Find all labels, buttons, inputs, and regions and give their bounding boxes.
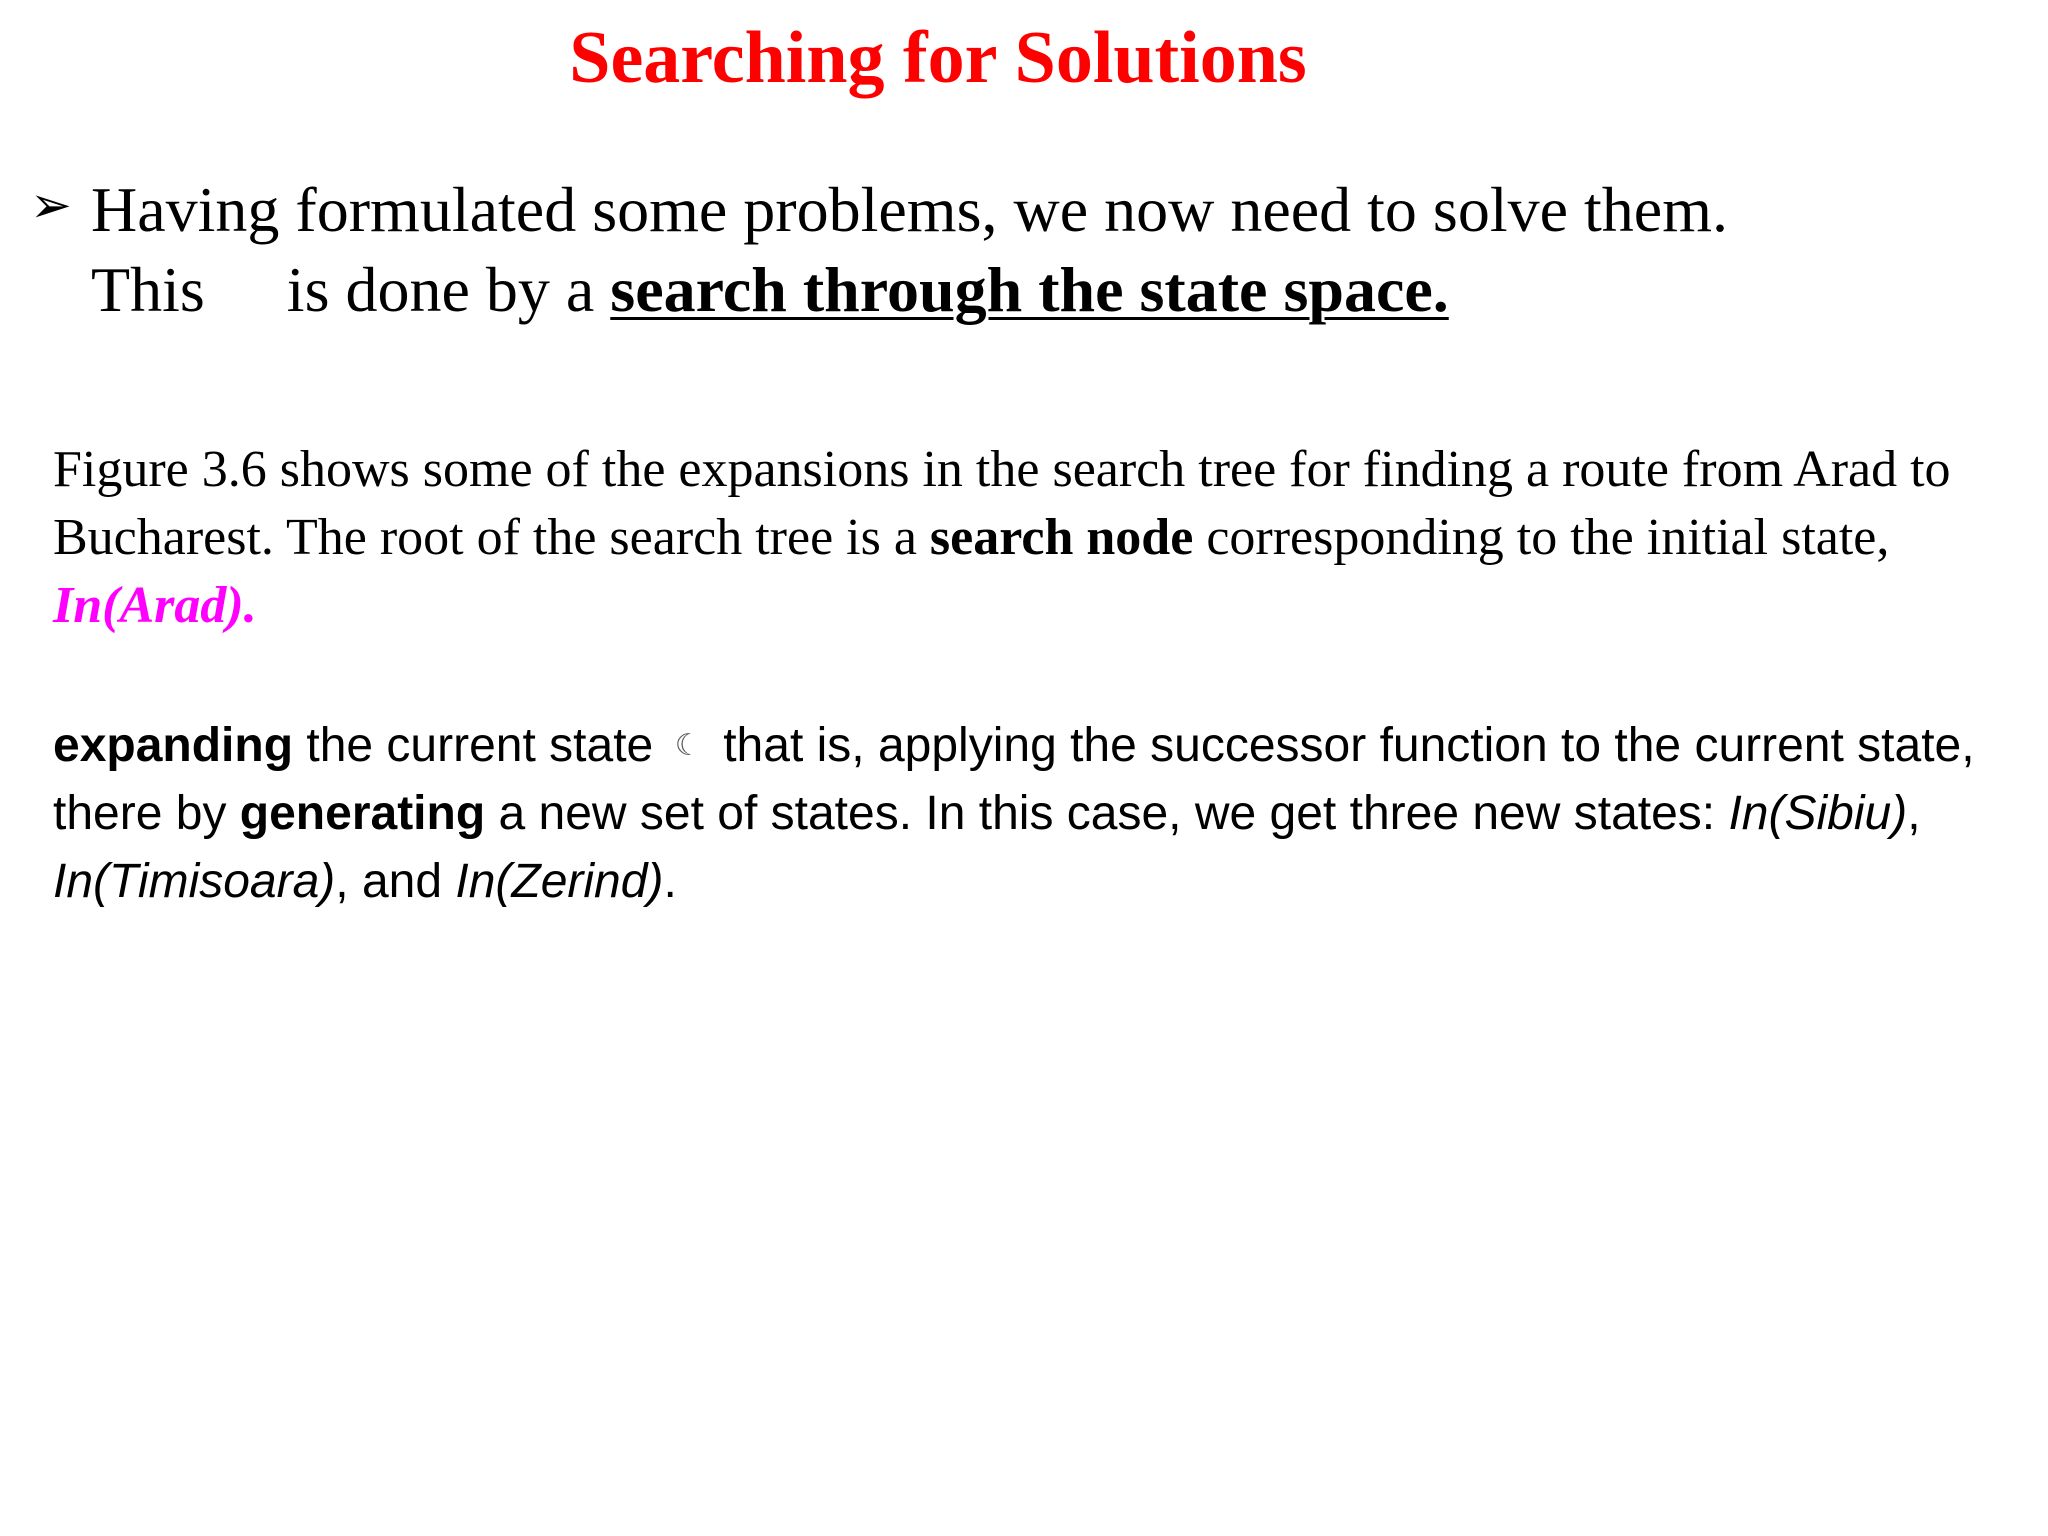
slide-title: Searching for Solutions [569, 17, 1307, 99]
generating-term: generating [239, 787, 486, 840]
state-sibiu: In(Sibiu) [1728, 787, 1908, 840]
crescent-glyph-icon: ☾ [674, 729, 702, 762]
search-node-term: search node [929, 509, 1194, 566]
separator-1: , [1907, 787, 1921, 840]
figure-paragraph [53, 436, 2028, 640]
separator-2: , and [335, 855, 456, 908]
arrow-bullet-icon: ➢ [30, 176, 72, 234]
initial-state-term: In(Arad). [53, 577, 257, 634]
expanding-text-3: a new set of states. In this case, we get three new states: [485, 787, 1729, 840]
expanding-paragraph [53, 712, 2043, 916]
state-timisoara: In(Timisoara) [53, 855, 336, 908]
figure-paragraph-text-2: corresponding to the initial state, [1193, 509, 1890, 566]
bullet-point [30, 170, 2020, 330]
expanding-end: . [663, 855, 677, 908]
expanding-text-1: the current state [293, 719, 654, 772]
bullet-line-2-start: This [91, 254, 205, 325]
expanding-term: expanding [53, 719, 294, 772]
figure-paragraph-text-1: Figure 3.6 shows some of the expansions in the search tree for finding a route from Arad to Bucharest. The root of the search tree is a [53, 441, 1951, 566]
state-zerind: In(Zerind) [455, 855, 664, 908]
bullet-line-1: Having formulated some problems, we now need to solve them. [91, 174, 1728, 245]
bullet-emphasis: search through the state space. [610, 254, 1449, 325]
bullet-text [91, 170, 2020, 330]
bullet-line-2-mid: is done by a [286, 254, 611, 325]
expanding-text-2: that is, applying the successor function to the current state, there by [53, 719, 1975, 840]
